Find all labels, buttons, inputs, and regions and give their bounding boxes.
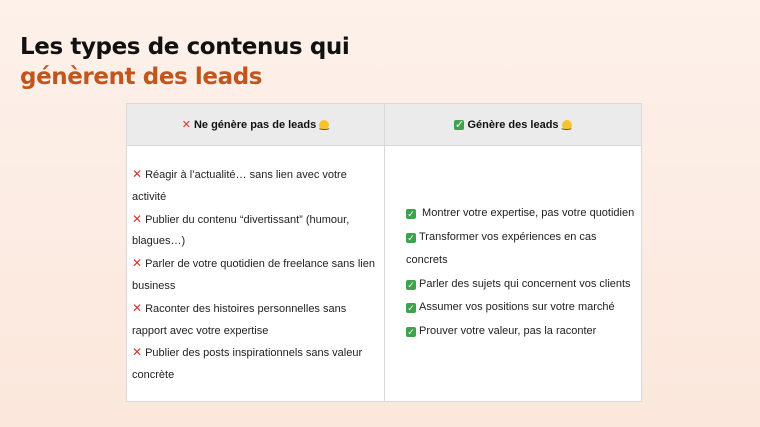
- check-mark-icon: ✓: [407, 209, 415, 219]
- check-mark-icon: ✓: [407, 303, 415, 314]
- generates-leads-list: [406, 202, 641, 344]
- header-generates-leads: [385, 104, 641, 146]
- no-leads-column: [127, 146, 385, 401]
- list-item: ✕ Raconter des histoires personnelles sans rapport avec votre expertise: [132, 300, 347, 337]
- cross-mark-icon: ✕: [132, 300, 143, 315]
- check-mark-icon: ✓: [454, 118, 465, 131]
- list-item: ✓ Parler des sujets qui concernent vos clients: [407, 277, 631, 290]
- cross-mark-icon: ✕: [132, 256, 143, 271]
- list-item: ✓ Assumer vos positions sur votre marché: [407, 301, 615, 314]
- cross-mark-icon: ✕: [132, 167, 143, 181]
- list-item: ✕ Publier des posts inspirationnels sans valeur concrète: [132, 345, 363, 382]
- header-no-leads-label: Ne génère pas de leads: [193, 118, 317, 131]
- list-item: ✓ Prouver votre valeur, pas la raconter: [407, 324, 597, 337]
- list-item: ✕ Réagir à l’actualité… sans lien avec votre activité: [132, 167, 347, 203]
- list-item: ✓ Transformer vos expériences en cas concrets: [406, 230, 597, 267]
- slightly-frowning-face-icon: ‿: [319, 118, 329, 131]
- check-mark-icon: ✓: [407, 326, 415, 337]
- list-item: ✕ Publier du contenu “divertissant” (humour, blagues…): [132, 211, 350, 248]
- generates-leads-column: [385, 146, 641, 401]
- header-generates-leads-label: Génère des leads: [467, 118, 559, 131]
- relieved-face-icon: ‿: [561, 118, 572, 131]
- cross-mark-icon: ✕: [132, 345, 143, 360]
- page-title: [20, 32, 349, 92]
- check-mark-icon: ✓: [407, 279, 415, 290]
- cross-mark-icon: ✕: [132, 211, 143, 226]
- list-item: ✓ Montrer votre expertise, pas votre quotidien: [407, 207, 635, 219]
- list-item: ✕ Parler de votre quotidien de freelance sans lien business: [132, 256, 375, 292]
- no-leads-list: [132, 164, 377, 387]
- comparison-table: [126, 103, 642, 402]
- header-no-leads: [127, 104, 385, 146]
- title-line-2-highlight: génèrent des leads: [20, 64, 263, 90]
- cross-mark-icon: ✕: [181, 119, 191, 131]
- check-mark-icon: ✓: [407, 232, 415, 243]
- title-line-1: Les types de contenus qui: [20, 34, 350, 60]
